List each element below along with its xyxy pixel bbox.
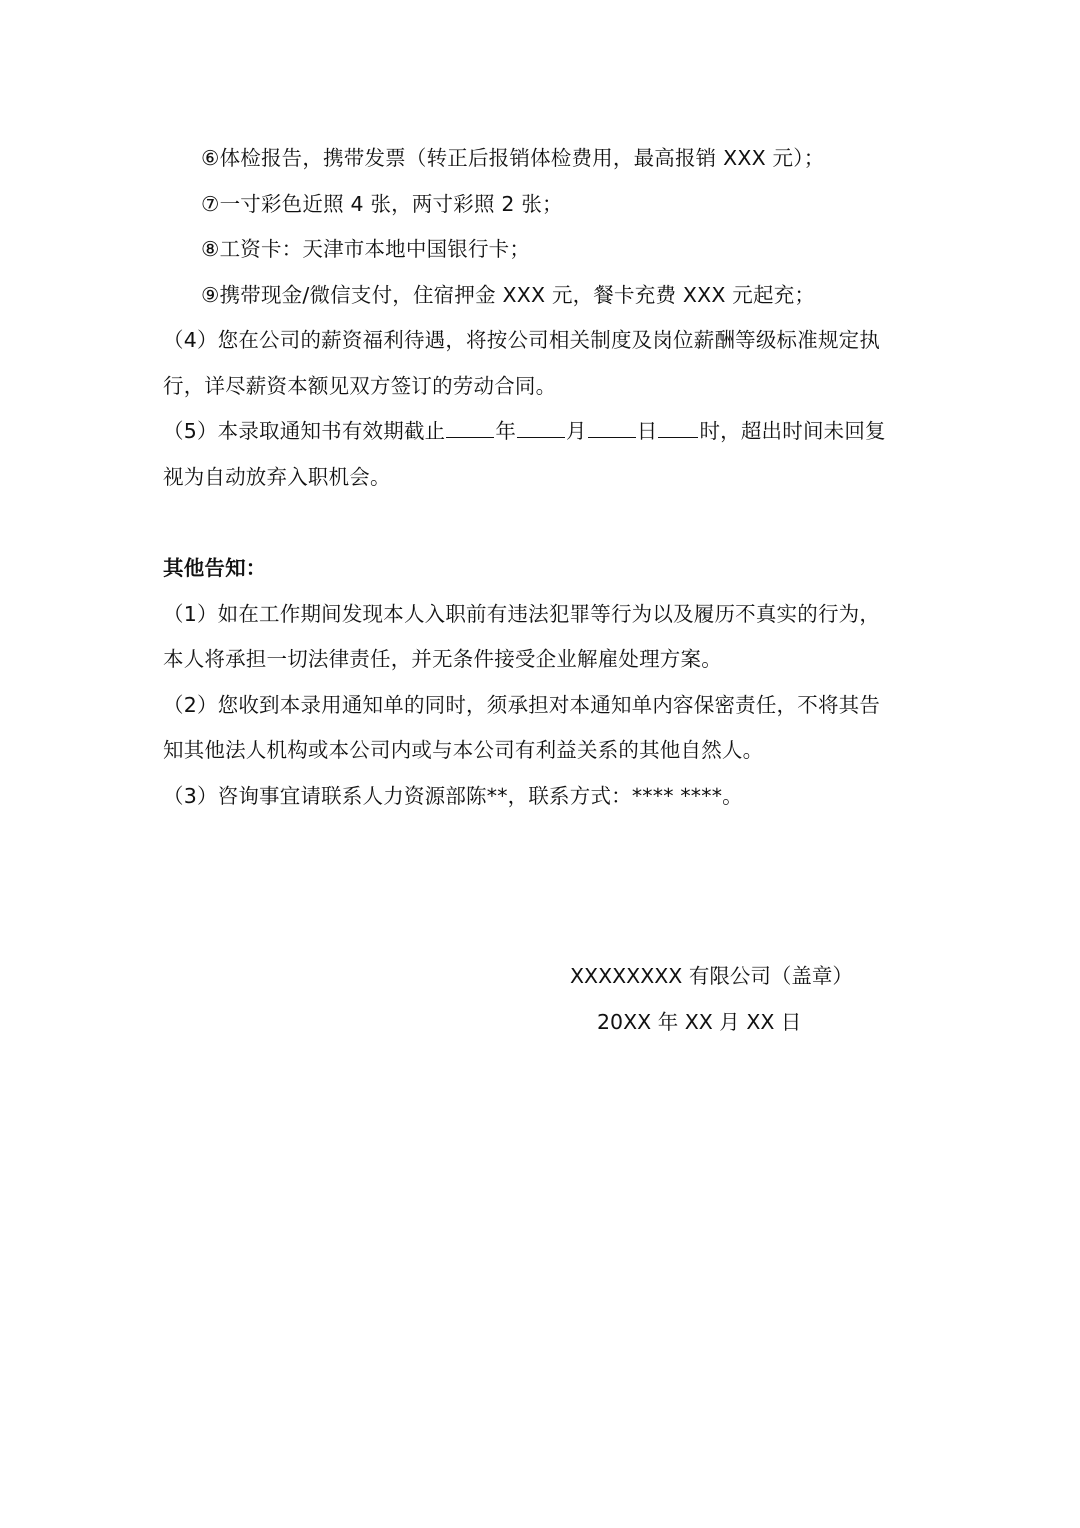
signature-block [570,954,853,1045]
notice-1-line-2: 本人将承担一切法律责任，并无条件接受企业解雇处理方案。 [163,647,722,671]
signature-date: 20XX 年 XX 月 XX 日 [597,1009,802,1034]
company-seal-line: XXXXXXXX 有限公司（盖章） [570,964,853,988]
notice-2-line-2: 知其他法人机构或本公司内或与本公司有利益关系的其他自然人。 [163,738,764,762]
clause-5-line-1 [163,409,923,455]
clause-5-prefix: （5）本录取通知书有效期截止 [163,419,446,443]
other-notice-heading: 其他告知： [163,556,267,580]
document-body [163,136,923,819]
year-blank [446,417,494,438]
day-blank [588,417,636,438]
month-label: 月 [566,419,587,443]
clause-5-line-2: 视为自动放弃入职机会。 [163,464,391,489]
clause-4-line-1: （4）您在公司的薪资福利待遇，将按公司相关制度及岗位薪酬等级标准规定执 [163,328,881,352]
clause-4-line-2: 行，详尽薪资本额见双方签订的劳动合同。 [163,373,557,398]
day-label: 日 [636,419,658,443]
notice-3: （3）咨询事宜请联系人力资源部陈**，联系方式：**** ****。 [163,783,743,808]
list-item: ⑥体检报告，携带发票（转正后报销体检费用，最高报销 XXX 元）； [201,146,825,170]
list-item: ⑧工资卡：天津市本地中国银行卡； [201,237,531,261]
list-item: ⑦一寸彩色近照 4 张，两寸彩照 2 张； [201,191,563,216]
notice-2-line-1: （2）您收到本录用通知单的同时，须承担对本通知单内容保密责任，不将其告 [163,692,881,717]
year-label: 年 [495,419,517,443]
list-item: ⑨携带现金/微信支付，住宿押金 XXX 元，餐卡充费 XXX 元起充； [201,282,816,307]
notice-1-line-1: （1）如在工作期间发现本人入职前有违法犯罪等行为以及履历不真实的行为， [163,601,881,626]
hour-blank [658,417,698,438]
section-spacer [163,500,923,546]
clause-5-suffix: 时，超出时间未回复 [699,419,886,443]
month-blank [517,417,565,438]
